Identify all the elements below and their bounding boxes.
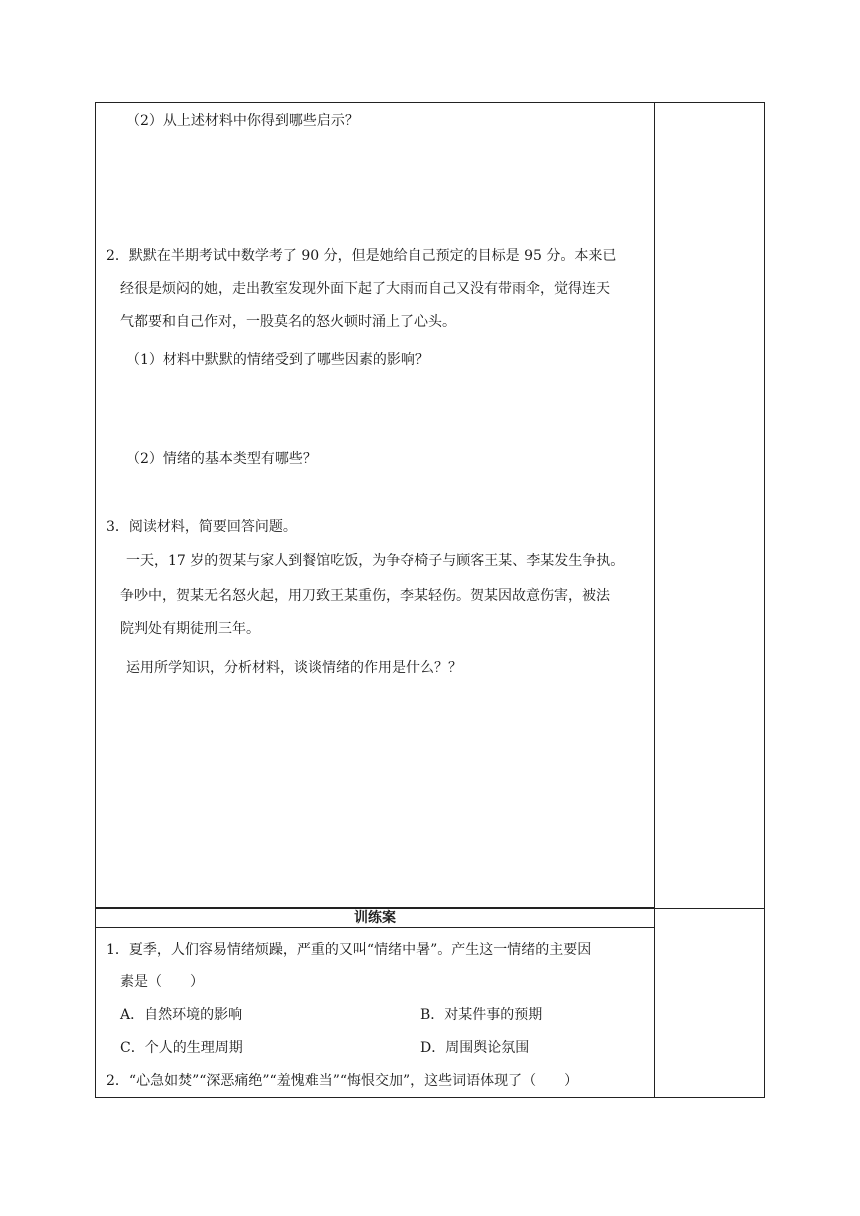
option-b: B．对某件事的预期: [420, 1007, 543, 1023]
t-q2-line1: 2．“心急如焚”“深恶痛绝”“羞愧难当”“悔恨交加”，这些词语体现了（ ）: [106, 1073, 579, 1089]
training-title: 训练案: [354, 910, 396, 926]
q3-line2: 争吵中，贺某无名怒火起，用刀致王某重伤，李某轻伤。贺某因故意伤害，被法: [120, 588, 610, 604]
q2-part2: （2）情绪的基本类型有哪些？: [126, 451, 317, 467]
q3-question: 运用所学知识，分析材料，谈谈情绪的作用是什么？？: [126, 660, 462, 676]
worksheet-table: [95, 102, 765, 1098]
q2-line2: 经很是烦闷的她，走出教室发现外面下起了大雨而自己又没有带雨伞，觉得连天: [120, 281, 610, 297]
q2-line3: 气都要和自己作对，一股莫名的怒火顿时涌上了心头。: [120, 314, 456, 330]
option-d: D．周围舆论氛围: [420, 1040, 530, 1056]
title-divider: [96, 927, 654, 928]
option-a: A．自然环境的影响: [120, 1007, 243, 1023]
q3-heading: 3．阅读材料，简要回答问题。: [106, 519, 297, 535]
t-q1-line2: 素是（ ）: [120, 974, 204, 990]
t-q1-line1: 1．夏季，人们容易情绪烦躁，严重的又叫“情绪中暑”。产生这一情绪的主要因: [106, 942, 592, 958]
column-divider: [654, 103, 655, 1097]
q2-part1: （1）材料中默默的情绪受到了哪些因素的影响？: [126, 352, 429, 368]
q1-part2: （2）从上述材料中你得到哪些启示？: [126, 113, 359, 129]
q3-line1: 一天，17 岁的贺某与家人到餐馆吃饭，为争夺椅子与顾客王某、李某发生争执。: [126, 553, 625, 569]
option-c: C．个人的生理周期: [120, 1040, 243, 1056]
q3-line3: 院判处有期徒刑三年。: [120, 621, 260, 637]
q2-line1: 2．默默在半期考试中数学考了 90 分，但是她给自己预定的目标是 95 分。本来已: [106, 248, 617, 264]
